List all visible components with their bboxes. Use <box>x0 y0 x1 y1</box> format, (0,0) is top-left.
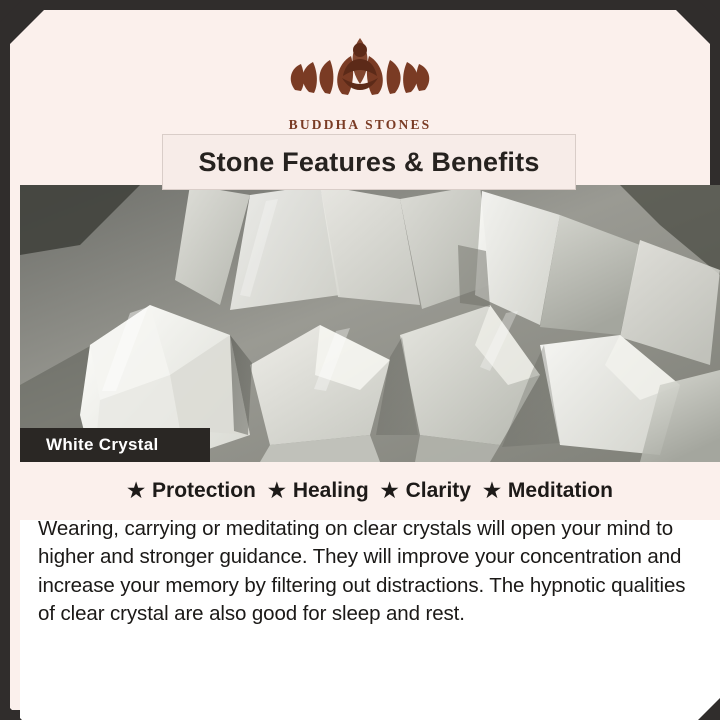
star-icon: ★ <box>267 480 286 502</box>
benefit-label: Protection <box>152 479 256 502</box>
corner-notch-bottom-left <box>0 698 22 720</box>
benefits-list <box>20 462 720 520</box>
page-title <box>162 134 576 190</box>
benefit-label: Clarity <box>405 479 471 502</box>
brand-name: BUDDHA STONES <box>288 117 432 132</box>
corner-notch-top-right <box>698 0 720 22</box>
description-text: Wearing, carrying or meditating on clear crystals will open your mind to higher and stronger guidance. They will improve your concentration and increase your memory by filtering out distractions. The hypnotic qualities of clear crystal are also good for sleep and rest. <box>38 517 686 625</box>
benefit-item <box>483 479 613 503</box>
photo-caption <box>20 428 210 462</box>
star-icon: ★ <box>380 480 399 502</box>
benefit-item <box>268 479 369 503</box>
brand-block <box>10 28 710 133</box>
page-title-text: Stone Features & Benefits <box>198 146 540 177</box>
crystal-photo-art <box>20 185 720 462</box>
lotus-meditation-icon <box>10 28 710 113</box>
poster-page <box>10 10 710 710</box>
star-icon: ★ <box>482 480 501 502</box>
photo-caption-text: White Crystal <box>46 435 159 454</box>
star-icon: ★ <box>127 480 146 502</box>
benefit-item <box>127 479 256 503</box>
corner-notch-top-left <box>0 0 22 22</box>
corner-notch-bottom-right <box>698 698 720 720</box>
crystal-photo <box>20 185 720 462</box>
benefit-item <box>381 479 471 503</box>
benefit-label: Meditation <box>507 479 613 502</box>
benefit-label: Healing <box>292 479 369 502</box>
